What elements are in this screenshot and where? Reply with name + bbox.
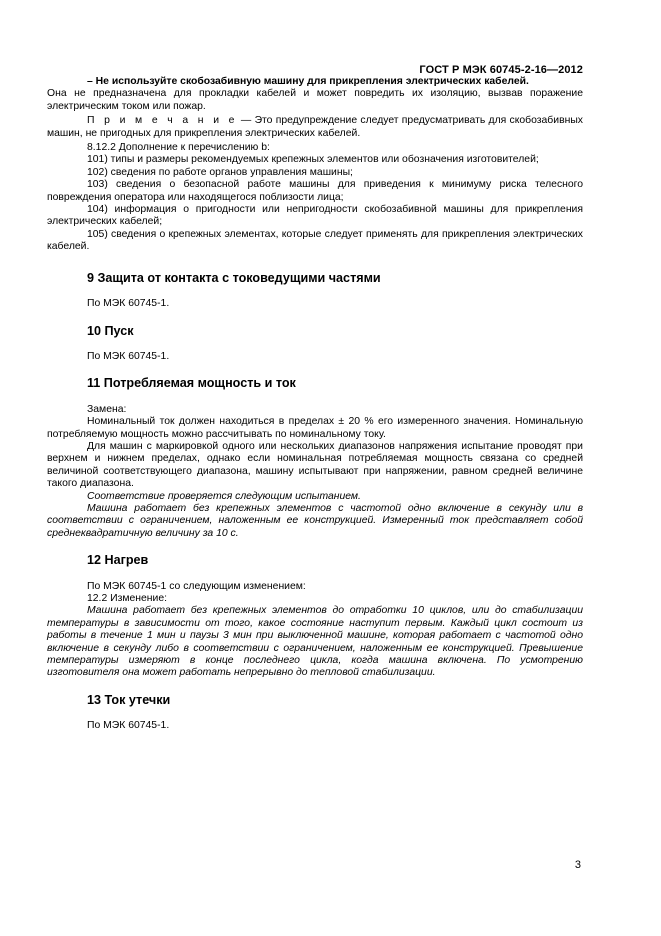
section-11-current: Номинальный ток должен находиться в пределах ± 20 % его измеренного значения. Номинальную потребляемую мощность можно рассчитывать по номинальному току. <box>47 416 583 440</box>
section-12-intro: По МЭК 60745-1 со следующим изменением: <box>87 580 306 592</box>
clause-8-12-2: 8.12.2 Дополнение к перечислению b: <box>87 142 270 154</box>
list-item-101: 101) типы и размеры рекомендуемых крепежных элементов или обозначения изготовителей; <box>87 154 539 166</box>
section-11-replacement: Замена: <box>87 403 127 415</box>
section-10-title: 10 Пуск <box>87 323 134 338</box>
section-12-title: 12 Нагрев <box>87 553 149 568</box>
list-item-105: 105) сведения о крепежных элементах, которые следует применять для прикрепления электрических кабелей. <box>47 228 583 253</box>
page-number: 3 <box>574 859 581 871</box>
note-label: П р и м е ч а н и е <box>87 115 238 127</box>
section-9-text: По МЭК 60745-1. <box>87 298 170 310</box>
document-code-header: ГОСТ Р МЭК 60745-2-16—2012 <box>419 64 583 76</box>
section-11-voltage-ranges: Для машин с маркировкой одного или нескольких диапазонов напряжения испытание проводят при верхнем и нижнем пределах, однако если номинальная потребляемая мощность связана со средней величиной соответствующего диапазона, машину испытывают при напряжении, равном средней величине такого диапазона. <box>47 440 583 490</box>
section-12-2-change: 12.2 Изменение: <box>87 593 167 604</box>
warning-text: Она не предназначена для прокладки кабелей и может повредить их изоляцию, вызвав поражение электрическим током или пожар. <box>47 88 583 112</box>
list-item-103: 103) сведения о безопасной работе машины для приведения к минимуму риска телесного повреждения оператора или находящегося поблизости лица; <box>47 179 583 203</box>
page-content <box>47 76 583 733</box>
section-9-title: 9 Защита от контакта с токоведущими частями <box>87 270 381 285</box>
section-11-compliance: Соответствие проверяется следующим испытанием. <box>87 490 361 502</box>
warning-bold-line: – Не используйте скобозабивную машину для прикрепления электрических кабелей. <box>87 76 529 87</box>
note-paragraph <box>47 115 583 140</box>
section-11-test: Машина работает без крепежных элементов с частотой одно включение в секунду или в соответствии с ограничением, наложенным ее конструкцией. Измеренный ток представляет собой среднеквадратичную величину за 10 с. <box>47 502 583 539</box>
list-item-102: 102) сведения по работе органов управления машины; <box>87 166 353 178</box>
note-text: — Это предупреждение следует предусматривать для скобозабивных машин, не пригодных для прикрепления электрических кабелей. <box>47 115 583 139</box>
section-13-text: По МЭК 60745-1. <box>87 720 170 732</box>
section-13-title: 13 Ток утечки <box>87 692 171 707</box>
section-11-title: 11 Потребляемая мощность и ток <box>87 376 296 391</box>
section-12-test: Машина работает без крепежных элементов до отработки 10 циклов, или до стабилизации температуры в зависимости от того, какое состояние наступит первым. Каждый цикл состоит из работы в течение 1 мин и паузы 3 мин при выключенной машине, которая работает с частотой одно включение в секунду либо в соответствии с ограничением, наложенным ее конструкцией. Превышение температуры измеряют в конце последнего цикла, когда машина включена. По усмотрению изготовителя она может работать непрерывно до тепловой стабилизации. <box>47 605 583 679</box>
section-10-text: По МЭК 60745-1. <box>87 350 170 362</box>
list-item-104: 104) информация о пригодности или непригодности скобозабивной машины для прикрепления электрических кабелей; <box>47 204 583 228</box>
